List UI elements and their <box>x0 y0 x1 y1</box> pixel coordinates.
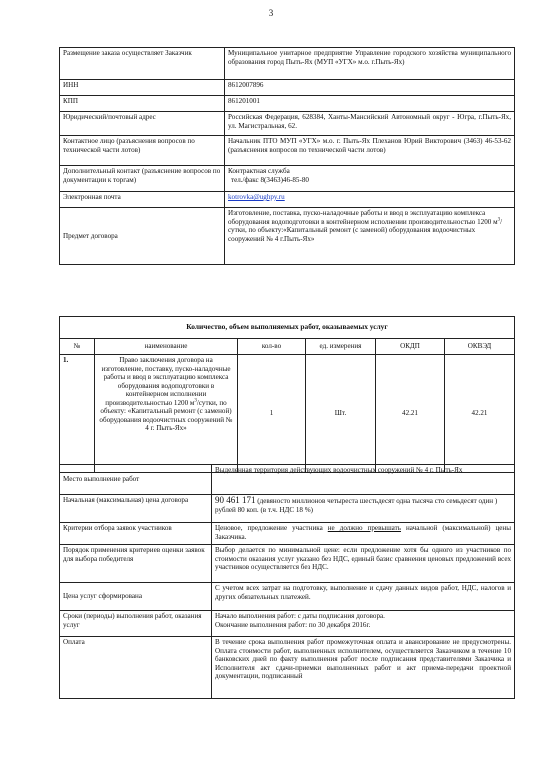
value-cell: Выбор делается по минимальной цене: если предложение хотя бы одного из участников по стоимости оказания услуг указано без НДС, единый базис сравнения ценовых предложений всех участников осуществляется без НДС. <box>212 545 515 583</box>
row-number: 1. <box>60 355 95 473</box>
table-row <box>60 166 515 192</box>
value-cell: Ценовое, предложение участника не должно превышать начальной (максимальной) цены Заказчика. <box>212 523 515 545</box>
label-cell: Контактное лицо (разъяснения вопросов по технической части лотов) <box>60 136 225 166</box>
table-row <box>60 80 515 96</box>
table-row <box>60 355 515 473</box>
label-cell: Предмет договора <box>60 208 225 265</box>
table-title: Количество, объем выполняемых работ, оказываемых услуг <box>60 317 515 339</box>
contract-service: Контрактная служба <box>228 167 290 175</box>
label-cell: ИНН <box>60 80 225 96</box>
work-start: Начало выполнения работ: с даты подписания договора. <box>215 612 385 620</box>
label-cell: КПП <box>60 96 225 112</box>
label-cell: Критерии отбора заявок участников <box>60 523 212 545</box>
column-header: ОКДП <box>376 339 445 355</box>
table-row <box>60 136 515 166</box>
column-header: № <box>60 339 95 355</box>
table-row <box>60 112 515 136</box>
value-cell: Российская Федерация, 628384, Ханты-Мансийский Автономный округ - Югра, г.Пыть-Ях, ул. Магистральная, 62. <box>225 112 515 136</box>
table-row <box>60 495 515 523</box>
table-title-row <box>60 317 515 339</box>
label-cell: Порядок применения критериев оценки заявок для выбора победителя <box>60 545 212 583</box>
column-header: ед. измерения <box>306 339 376 355</box>
column-header: ОКВЭД <box>445 339 515 355</box>
label-cell: Юридический/почтовый адрес <box>60 112 225 136</box>
terms-table <box>59 464 515 699</box>
value-cell <box>225 192 515 208</box>
table-row <box>60 48 515 80</box>
value-cell: 8612007896 <box>225 80 515 96</box>
value-cell: 90 461 171 (девяносто миллионов четыреста шестьдесят одна тысяча сто семьдесят один ) рублей 80 коп. (в т.ч. НДС 18 %) <box>212 495 515 523</box>
value-cell: Выделенная территория действующих водоочистных сооружений № 4 г. Пыть-Ях <box>212 465 515 495</box>
email-link[interactable]: kotrovka@ughpy.ru <box>228 193 285 201</box>
customer-info-table <box>59 47 515 265</box>
table-row <box>60 523 515 545</box>
value-cell: Изготовление, поставка, пуско-наладочные работы и ввод в эксплуатацию комплекса оборудования водоподготовки в контейнерном исполнении производительностью 1200 $м^3$/сутки, по объекту:«Капитальный ремонт (с заменой) оборудования водоочистных сооружений № 4 г.Пыть-Ях» <box>225 208 515 265</box>
table-row <box>60 465 515 495</box>
item-quantity: 1 <box>238 355 306 473</box>
label-cell: Цена услуг сформирована <box>60 583 212 611</box>
value-cell: В течение срока выполнения работ промежуточная оплата и авансирование не предусмотрены. Оплата стоимости работ, выполненных исполнителем, осуществляется Заказчиком в течение 10 банковских дней по факту выполнения работ после подписания представителями Заказчика и Исполнителя акт сдачи-приемки выполненных работ и акт приема-передачи проектной документации, подписанный <box>212 637 515 699</box>
column-header: наименование <box>95 339 238 355</box>
work-end: Окончание выполнения работ: по 30 декабря 2016г. <box>215 620 371 629</box>
value-cell: Начальник ПТО МУП «УГХ» м.о. г. Пыть-Ях Плеханов Юрий Викторович (3463) 46-53-62 (разъяснения вопросов по технической части лотов) <box>225 136 515 166</box>
table-row <box>60 208 515 265</box>
value-cell: С учетом всех затрат на подготовку, выполнение и сдачу данных видов работ, НДС, налогов и других обязательных платежей. <box>212 583 515 611</box>
label-cell: Дополнительный контакт (разъяснение вопросов по документации к торгам) <box>60 166 225 192</box>
table-row <box>60 611 515 637</box>
label-cell: Место выполнение работ <box>60 465 212 495</box>
table-row <box>60 637 515 699</box>
item-okved: 42.21 <box>445 355 515 473</box>
item-okdp: 42.21 <box>376 355 445 473</box>
label-cell: Электронная почта <box>60 192 225 208</box>
value-cell: 861201001 <box>225 96 515 112</box>
column-header: кол-во <box>238 339 306 355</box>
phone-fax: тел./факс 8(3463)46-85-80 <box>231 175 309 184</box>
table-row <box>60 545 515 583</box>
quantity-table <box>59 316 515 473</box>
table-row <box>60 96 515 112</box>
label-cell: Сроки (периоды) выполнения работ, оказания услуг <box>60 611 212 637</box>
item-name: Право заключения договора на изготовление, поставку, пуско-наладочные работы и ввод в эксплуатацию комплекса оборудования водоподготовки в контейнерном исполнении производительностью 1200 $м^3$/сутки, по объекту: «Капитальный ремонт (с заменой) оборудования водоочистных сооружений № 4 г. Пыть-Ях» <box>95 355 238 473</box>
table-header-row <box>60 339 515 355</box>
table-row <box>60 192 515 208</box>
label-cell: Начальная (максимальная) цена договора <box>60 495 212 523</box>
table-row <box>60 583 515 611</box>
value-cell: Муниципальное унитарное предприятие Управление городского хозяйства муниципального образования город Пыть-Ях (МУП «УГХ» м.о. г.Пыть-Ях) <box>225 48 515 80</box>
initial-price: 90 461 171 <box>215 495 256 505</box>
label-cell: Оплата <box>60 637 212 699</box>
page-number: 3 <box>268 8 274 18</box>
label-cell: Размещение заказа осуществляет Заказчик <box>60 48 225 80</box>
item-unit: Шт. <box>306 355 376 473</box>
value-cell <box>212 611 515 637</box>
value-cell <box>225 166 515 192</box>
